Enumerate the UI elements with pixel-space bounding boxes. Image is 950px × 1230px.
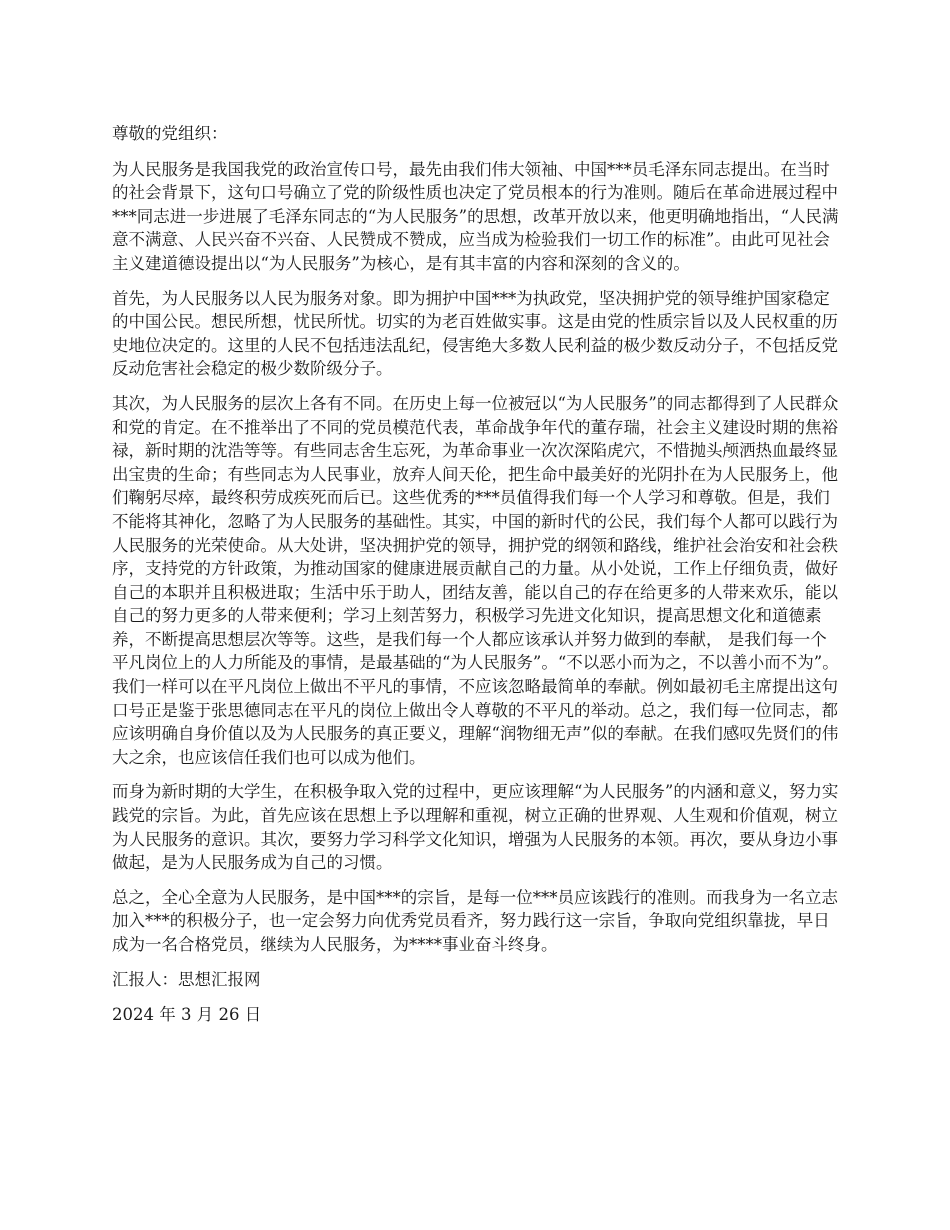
body-paragraph-2: 首先，为人民服务以人民为服务对象。即为拥护中国***为执政党，坚决拥护党的领导维护国家稳定的中国公民。想民所想，忧民所忧。切实的为老百姓做实事。这是由党的性质宗旨以及人民权重的历史地位决定的。这里的人民不包括违法乱纪，侵害绝大多数人民利益的极少数反动分子，不包括反党反动危害社会稳定的极少数阶级分子。 [112, 288, 838, 379]
date-line: 2024 年 3 月 26 日 [112, 1005, 262, 1025]
salutation: 尊敬的党组织： [112, 124, 228, 143]
body-paragraph-5: 总之，全心全意为人民服务，是中国***的宗旨，是每一位***员应该践行的准则。而我身为一名立志加入***的积极分子，也一定会努力向优秀党员看齐，努力践行这一宗旨，争取向党组织靠拢，早日成为一名合格党员，继续为人民服务，为****事业奋斗终身。 [112, 887, 838, 954]
body-paragraph-4: 而身为新时期的大学生，在积极争取入党的过程中，更应该理解“为人民服务”的内涵和意义，努力实践党的宗旨。为此，首先应该在思想上予以理解和重视，树立正确的世界观、人生观和价值观，树立为人民服务的意识。其次，要努力学习科学文化知识，增强为人民服务的本领。再次，要从身边小事做起，是为人民服务成为自己的习惯。 [112, 782, 839, 873]
document-page [112, 122, 842, 1038]
reporter-line: 汇报人：思想汇报网 [112, 969, 261, 989]
body-paragraph-1: 为人民服务是我国我党的政治宣传口号，最先由我们伟大领袖、中国***员毛泽东同志提出。在当时的社会背景下，这句口号确立了党的阶级性质也决定了党员根本的行为准则。随后在革命进展过程中***同志进一步进展了毛泽东同志的“为人民服务”的思想，改革开放以来，他更明确地指出，“人民满意不满意、人民兴奋不兴奋、人民赞成不赞成，应当成为检验我们一切工作的标准”。由此可见社会主义建道德设提出以“为人民服务”为核心，是有其丰富的内容和深刻的含义的。 [112, 159, 839, 273]
body-paragraph-3: 其次，为人民服务的层次上各有不同。在历史上每一位被冠以“为人民服务”的同志都得到了人民群众和党的肯定。在不推举出了不同的党员模范代表，革命战争年代的董存瑞，社会主义建设时期的焦裕禄，新时期的沈浩等等。有些同志舍生忘死，为革命事业一次次深陷虎穴，不惜抛头颅洒热血最终显出宝贵的生命；有些同志为人民事业，放弃人间天伦，把生命中最美好的光阴扑在为人民服务上，他们鞠躬尽瘁，最终积劳成疾死而后已。这些优秀的***员值得我们每一个人学习和尊敬。但是，我们不能将其神化，忽略了为人民服务的基础性。其实，中国的新时代的公民，我们每个人都可以践行为人民服务的光荣使命。从大处讲，坚决拥护党的领导，拥护党的纲领和路线，维护社会治安和社会秩序，支持党的方针政策，为推动国家的健康进展贡献自己的力量。从小处说，工作上仔细负责，做好自己的本职并且积极进取；生活中乐于助人，团结友善，能以自己的存在给更多的人带来欢乐，能以自己的努力更多的人带来便利；学习上刻苦努力，积极学习先进文化知识，提高思想文化和道德素养，不断提高思想层次等等。这些，是我们每一个人都应该承认并努力做到的奉献， 是我们每一个平凡岗位上的人力所能及的事情，是最基础的“为人民服务”。“不以恶小而为之，不以善小而不为”。我们一样可以在平凡岗位上做出不平凡的事情，不应该忽略最简单的奉献。例如最初毛主席提出这句口号正是鉴于张思德同志在平凡的岗位上做出令人尊敬的不平凡的举动。总之，我们每一位同志，都应该明确自身价值以及为人民服务的真正要义，理解“润物细无声”似的奉献。在我们感叹先贤们的伟大之余，也应该信任我们也可以成为他们。 [112, 393, 839, 767]
